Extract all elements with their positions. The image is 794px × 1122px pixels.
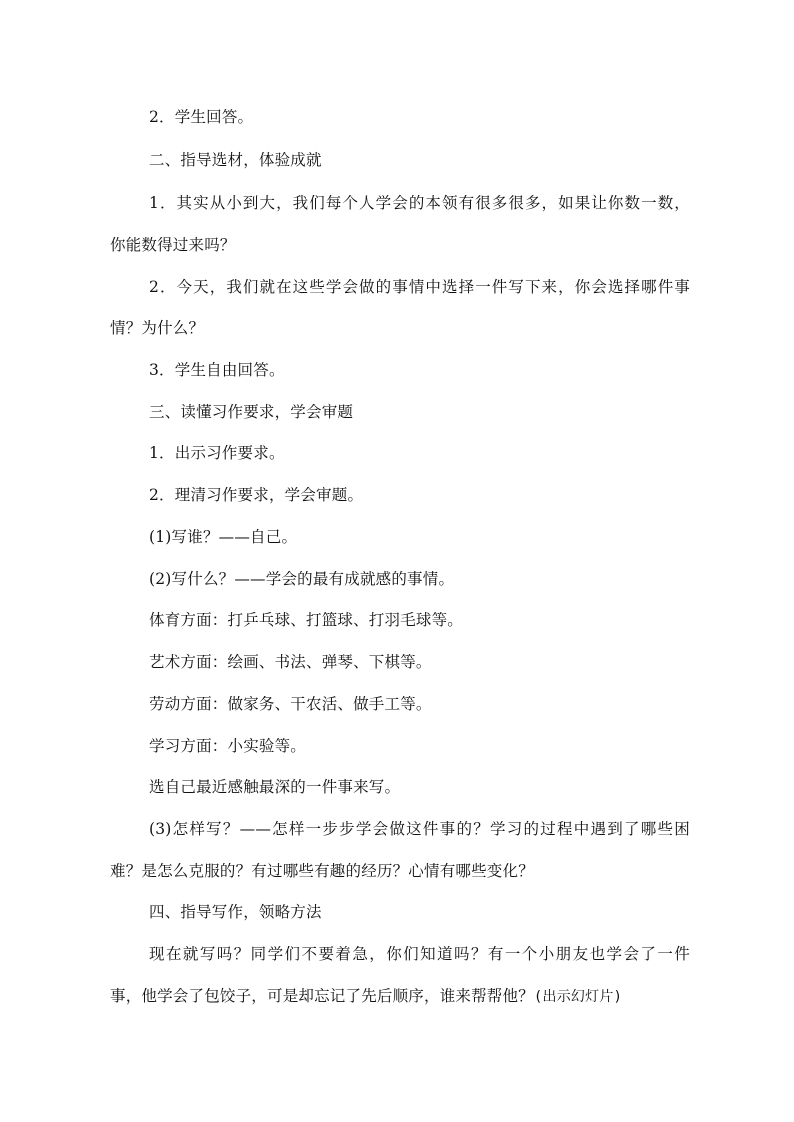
- paragraph-line: 劳动方面：做家务、干农活、做手工等。: [149, 695, 432, 713]
- slide-note: (出示幻灯片): [533, 989, 623, 1005]
- paragraph-text: 事，他学会了包饺子，可是却忘记了先后顺序，谁来帮帮他？: [110, 987, 534, 1005]
- paragraph-line: (3)怎样写？——怎样一步步学会做这件事的？学习的过程中遇到了哪些困: [149, 820, 690, 838]
- paragraph-line: 艺术方面：绘画、书法、弹琴、下棋等。: [149, 653, 432, 671]
- paragraph-line: 2．今天，我们就在这些学会做的事情中选择一件写下来，你会选择哪件事: [149, 278, 690, 296]
- paragraph-line: 现在就写吗？同学们不要着急，你们知道吗？有一个小朋友也学会了一件: [149, 945, 690, 963]
- paragraph-line: 学习方面：小实验等。: [149, 737, 307, 755]
- paragraph-line: (1)写谁？——自己。: [149, 528, 298, 546]
- paragraph-line: 选自己最近感触最深的一件事来写。: [149, 778, 401, 796]
- section-heading: 二、指导选材，体验成就: [149, 151, 322, 169]
- paragraph-line: 2．理清习作要求，学会审题。: [149, 486, 364, 504]
- paragraph-line: [110, 986, 690, 1007]
- paragraph-line: 1．出示习作要求。: [149, 444, 285, 462]
- section-heading: 三、读懂习作要求，学会审题: [149, 403, 354, 421]
- paragraph-line: 2．学生回答。: [149, 108, 254, 126]
- paragraph-line: 你能数得过来吗？: [110, 236, 236, 254]
- paragraph-line: (2)写什么？——学会的最有成就感的事情。: [149, 570, 455, 588]
- paragraph-line: 难？是怎么克服的？有过哪些有趣的经历？心情有哪些变化？: [110, 862, 534, 880]
- paragraph-line: 1．其实从小到大，我们每个人学会的本领有很多很多，如果让你数一数，: [149, 194, 690, 212]
- paragraph-line: 情？为什么？: [110, 319, 205, 337]
- section-heading: 四、指导写作，领略方法: [149, 903, 322, 921]
- paragraph-line: 体育方面：打乒乓球、打篮球、打羽毛球等。: [149, 611, 464, 629]
- paragraph-line: 3．学生自由回答。: [149, 361, 285, 379]
